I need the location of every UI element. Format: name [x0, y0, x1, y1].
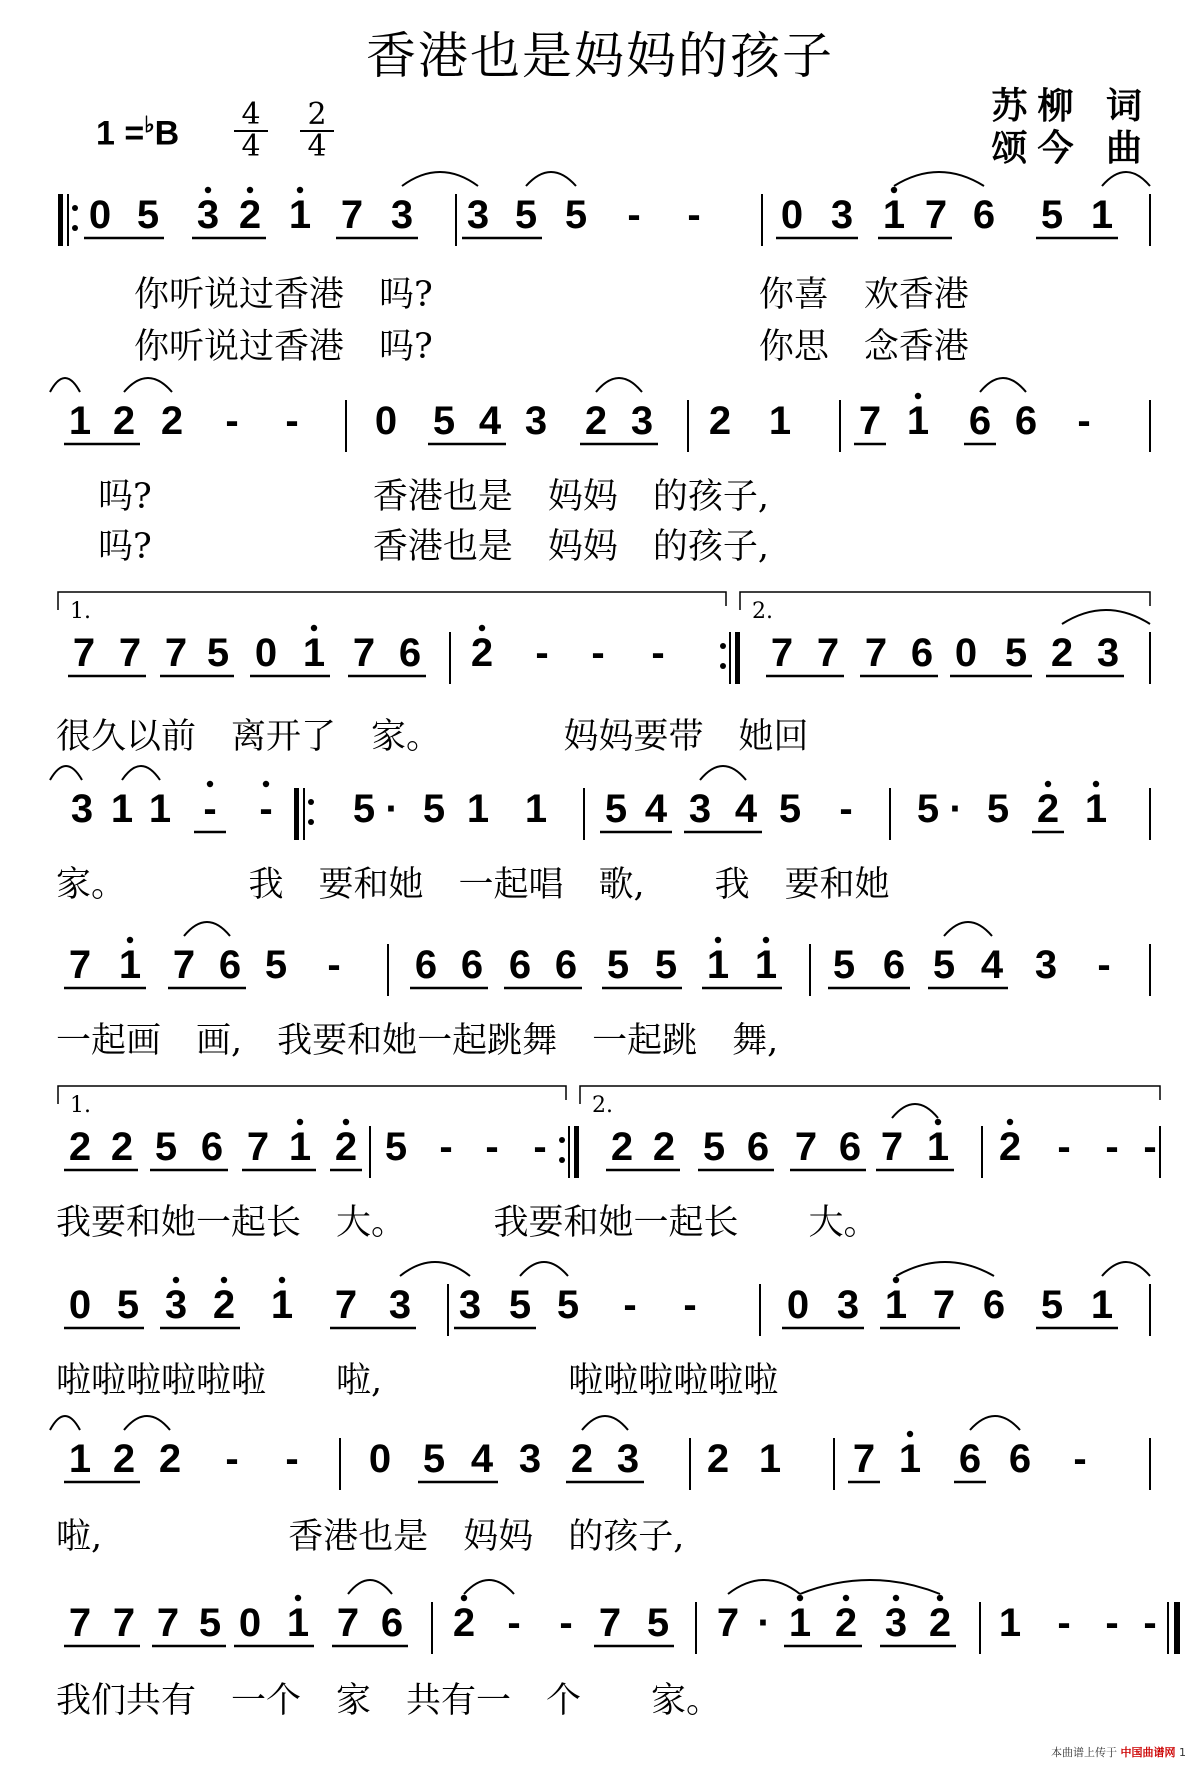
repeat-dot: [559, 1137, 565, 1143]
note: 1: [1090, 193, 1114, 237]
note: 2: [158, 1437, 182, 1481]
octave-dot: [937, 1595, 943, 1601]
note: 2: [708, 399, 732, 443]
octave-dot: [763, 937, 769, 943]
note: 7: [156, 1601, 180, 1645]
note: 1: [118, 943, 142, 987]
note: 2: [160, 399, 184, 443]
page-number: 1: [1179, 1746, 1186, 1759]
octave-dot: [1093, 781, 1099, 787]
octave-dot: [915, 393, 921, 399]
note: 7: [68, 1601, 92, 1645]
note: 7: [336, 1601, 360, 1645]
note: 3: [524, 399, 548, 443]
note: 7: [72, 631, 96, 675]
dash-duration: -: [259, 787, 273, 831]
note: 6: [882, 943, 906, 987]
repeat-dot: [72, 205, 78, 211]
octave-dot: [263, 781, 269, 787]
note: 3: [518, 1437, 542, 1481]
dash-duration: -: [651, 631, 665, 675]
note: 6: [554, 943, 578, 987]
note: 5: [1040, 193, 1064, 237]
note: 1: [768, 399, 792, 443]
note: 5: [986, 787, 1010, 831]
note: 3: [466, 193, 490, 237]
note: 6: [838, 1125, 862, 1169]
note: 5: [606, 943, 630, 987]
dash-duration: -: [285, 1437, 299, 1481]
dotted-note: ·: [385, 787, 399, 831]
note: 1: [288, 193, 312, 237]
note: 7: [164, 631, 188, 675]
note: 0: [780, 193, 804, 237]
note: 6: [972, 193, 996, 237]
note: 5: [352, 787, 376, 831]
note: 6: [746, 1125, 770, 1169]
site-name: 中国曲谱网: [1120, 1746, 1176, 1759]
note: 1: [926, 1125, 950, 1169]
note: 3: [616, 1437, 640, 1481]
octave-dot: [311, 625, 317, 631]
note: 5: [432, 399, 456, 443]
note: 3: [1034, 943, 1058, 987]
note: 3: [458, 1283, 482, 1327]
song-title: 香港也是妈妈的孩子: [366, 27, 834, 85]
slur-tie: [728, 1580, 800, 1594]
repeat-dot: [559, 1157, 565, 1163]
repeat-start-thick-line: [58, 194, 63, 246]
octave-dot: [461, 1595, 467, 1601]
note: 2: [68, 1125, 92, 1169]
note: 7: [816, 631, 840, 675]
note: 1: [68, 1437, 92, 1481]
octave-dot: [221, 1277, 227, 1283]
volta-bracket: [580, 1086, 1160, 1104]
dash-duration: -: [683, 1283, 697, 1327]
composer-credit: 颂今 曲: [991, 127, 1152, 169]
note: 5: [508, 1283, 532, 1327]
repeat-dot: [308, 799, 314, 805]
slur-tie: [1062, 610, 1150, 624]
note: 2: [110, 1125, 134, 1169]
slur-tie: [122, 766, 160, 780]
dash-duration: -: [533, 1125, 547, 1169]
note: 7: [770, 631, 794, 675]
volta-bracket: [740, 592, 1150, 610]
note: 6: [968, 399, 992, 443]
note: 5: [154, 1125, 178, 1169]
slur-tie: [894, 172, 984, 186]
octave-dot: [893, 1595, 899, 1601]
note: 6: [910, 631, 934, 675]
slur-tie: [1102, 172, 1150, 186]
note: 6: [414, 943, 438, 987]
note: 4: [734, 787, 758, 831]
note: 2: [584, 399, 608, 443]
dash-duration: -: [1105, 1601, 1119, 1645]
volta-bracket: [58, 1086, 566, 1104]
dash-duration: -: [559, 1601, 573, 1645]
note: 5: [778, 787, 802, 831]
slur-tie: [526, 172, 576, 186]
note: 6: [958, 1437, 982, 1481]
dash-duration: -: [327, 943, 341, 987]
note: 3: [630, 399, 654, 443]
note: 6: [218, 943, 242, 987]
octave-dot: [935, 1119, 941, 1125]
time-denominator: 4: [241, 129, 261, 164]
note: 5: [514, 193, 538, 237]
repeat-end-thick-line: [735, 632, 740, 684]
time-numerator: 2: [300, 100, 334, 132]
octave-dot: [279, 1277, 285, 1283]
note: 5: [264, 943, 288, 987]
octave-dot: [247, 187, 253, 193]
note: 5: [1004, 631, 1028, 675]
note: 1: [302, 631, 326, 675]
note: 2: [238, 193, 262, 237]
slur-tie: [520, 1262, 568, 1276]
slur-tie: [970, 1416, 1020, 1430]
dash-duration: -: [623, 1283, 637, 1327]
note: 4: [644, 787, 668, 831]
dash-duration: -: [225, 399, 239, 443]
octave-dot: [207, 781, 213, 787]
note: 3: [196, 193, 220, 237]
lyric-line: 家。 我 要和她 一起唱 歌, 我 要和她: [56, 865, 890, 905]
note: 7: [340, 193, 364, 237]
note: 7: [334, 1283, 358, 1327]
octave-dot: [297, 1119, 303, 1125]
note: 7: [932, 1283, 956, 1327]
repeat-start-thick-line: [294, 788, 299, 840]
volta-number: 2.: [592, 1093, 613, 1118]
note: 5: [116, 1283, 140, 1327]
lyric-line: 你听说过香港 吗? 你思 念香港: [134, 327, 969, 367]
dash-duration: -: [507, 1601, 521, 1645]
note: 6: [200, 1125, 224, 1169]
note: 0: [954, 631, 978, 675]
note: 5: [654, 943, 678, 987]
slur-tie: [596, 378, 642, 392]
dash-duration: -: [1097, 943, 1111, 987]
note: 1: [706, 943, 730, 987]
note: 2: [334, 1125, 358, 1169]
note: 6: [1008, 1437, 1032, 1481]
dash-duration: -: [1105, 1125, 1119, 1169]
note: 7: [172, 943, 196, 987]
note: 5: [646, 1601, 670, 1645]
volta-bracket: [58, 592, 726, 610]
note: 2: [998, 1125, 1022, 1169]
note: 5: [916, 787, 940, 831]
note: 3: [688, 787, 712, 831]
note: 5: [384, 1125, 408, 1169]
volta-number: 1.: [70, 599, 91, 624]
slur-tie: [582, 1416, 628, 1430]
note: 7: [794, 1125, 818, 1169]
dash-duration: -: [439, 1125, 453, 1169]
final-bar-thick-line: [1174, 1602, 1180, 1654]
dash-duration: -: [485, 1125, 499, 1169]
dash-duration: -: [687, 193, 701, 237]
repeat-dot: [308, 819, 314, 825]
note: 5: [198, 1601, 222, 1645]
slur-tie: [1102, 1262, 1150, 1276]
repeat-end-thick-line: [574, 1126, 579, 1178]
note: 2: [652, 1125, 676, 1169]
dash-duration: -: [1057, 1601, 1071, 1645]
note: 1: [906, 399, 930, 443]
dash-duration: -: [1143, 1125, 1157, 1169]
note: 7: [880, 1125, 904, 1169]
note: 7: [716, 1601, 740, 1645]
note: 7: [68, 943, 92, 987]
octave-dot: [1045, 781, 1051, 787]
note: 3: [390, 193, 414, 237]
note: 7: [246, 1125, 270, 1169]
lyric-line: 我要和她一起长 大。 我要和她一起长 大。: [56, 1203, 879, 1243]
key-note: B: [154, 114, 180, 153]
volta-number: 1.: [70, 1093, 91, 1118]
slur-tie: [124, 378, 172, 392]
note: 3: [388, 1283, 412, 1327]
note: 2: [1036, 787, 1060, 831]
repeat-dot: [72, 225, 78, 231]
note: 4: [478, 399, 502, 443]
note: 6: [398, 631, 422, 675]
note: 7: [112, 1601, 136, 1645]
slur-tie: [700, 766, 746, 780]
key-base: 1 =: [96, 114, 145, 153]
dash-duration: -: [1077, 399, 1091, 443]
octave-dot: [715, 937, 721, 943]
slur-tie: [50, 1416, 80, 1430]
note: 5: [564, 193, 588, 237]
octave-dot: [343, 1119, 349, 1125]
note: 0: [88, 193, 112, 237]
note: 1: [1090, 1283, 1114, 1327]
note: 6: [982, 1283, 1006, 1327]
slur-tie: [50, 766, 82, 780]
note: 1: [884, 1283, 908, 1327]
slur-tie: [892, 1104, 938, 1118]
note: 6: [380, 1601, 404, 1645]
dash-duration: -: [591, 631, 605, 675]
dash-duration: -: [285, 399, 299, 443]
note: 1: [110, 787, 134, 831]
note: 1: [1084, 787, 1108, 831]
note: 7: [118, 631, 142, 675]
note: 0: [254, 631, 278, 675]
octave-dot: [479, 625, 485, 631]
flat-sign: ♭: [144, 112, 155, 137]
note: 3: [884, 1601, 908, 1645]
time-numerator: 4: [234, 100, 268, 132]
repeat-dot: [720, 643, 726, 649]
time-denominator: 4: [307, 129, 327, 164]
volta-number: 2.: [752, 599, 773, 624]
note: 7: [858, 399, 882, 443]
slur-tie: [348, 1580, 392, 1594]
slur-tie: [896, 1262, 994, 1276]
octave-dot: [907, 1431, 913, 1437]
dash-duration: -: [1057, 1125, 1071, 1169]
note: 2: [112, 399, 136, 443]
upload-note: 本曲谱上传于: [1051, 1746, 1117, 1759]
note: 2: [928, 1601, 952, 1645]
note: 6: [508, 943, 532, 987]
note: 3: [836, 1283, 860, 1327]
slur-tie: [800, 1580, 940, 1594]
note: 5: [604, 787, 628, 831]
octave-dot: [127, 937, 133, 943]
note: 3: [70, 787, 94, 831]
note: 6: [1014, 399, 1038, 443]
slur-tie: [402, 172, 478, 186]
dash-duration: -: [1143, 1601, 1157, 1645]
octave-dot: [893, 1277, 899, 1283]
note: 3: [1096, 631, 1120, 675]
footer: [1051, 1744, 1186, 1760]
note: 4: [470, 1437, 494, 1481]
note: 1: [754, 943, 778, 987]
slur-tie: [944, 922, 992, 936]
note: 7: [852, 1437, 876, 1481]
note: 1: [998, 1601, 1022, 1645]
note: 5: [136, 193, 160, 237]
note: 2: [706, 1437, 730, 1481]
octave-dot: [205, 187, 211, 193]
note: 2: [470, 631, 494, 675]
note: 1: [286, 1601, 310, 1645]
lyric-line: 你听说过香港 吗? 你喜 欢香港: [134, 275, 969, 315]
note: 1: [148, 787, 172, 831]
note: 5: [422, 787, 446, 831]
note: 7: [924, 193, 948, 237]
dash-duration: -: [535, 631, 549, 675]
slur-tie: [400, 1262, 470, 1276]
note: 0: [374, 399, 398, 443]
note: 1: [270, 1283, 294, 1327]
octave-dot: [173, 1277, 179, 1283]
note: 5: [1040, 1283, 1064, 1327]
note: 2: [610, 1125, 634, 1169]
octave-dot: [297, 187, 303, 193]
note: 2: [570, 1437, 594, 1481]
note: 0: [238, 1601, 262, 1645]
dash-duration: -: [203, 787, 217, 831]
note: 2: [112, 1437, 136, 1481]
note: 1: [898, 1437, 922, 1481]
lyricist-credit: 苏柳 词: [991, 85, 1152, 127]
note: 1: [524, 787, 548, 831]
note: 0: [68, 1283, 92, 1327]
note: 5: [702, 1125, 726, 1169]
slur-tie: [124, 1416, 170, 1430]
note: 3: [830, 193, 854, 237]
slur-tie: [464, 1580, 514, 1594]
note: 2: [452, 1601, 476, 1645]
slur-tie: [184, 922, 230, 936]
note: 0: [786, 1283, 810, 1327]
octave-dot: [891, 187, 897, 193]
note: 1: [788, 1601, 812, 1645]
octave-dot: [797, 1595, 803, 1601]
note: 3: [164, 1283, 188, 1327]
dotted-note: ·: [949, 787, 963, 831]
note: 5: [556, 1283, 580, 1327]
octave-dot: [843, 1595, 849, 1601]
slur-tie: [50, 378, 80, 392]
note: 1: [466, 787, 490, 831]
repeat-dot: [720, 663, 726, 669]
note: 2: [1050, 631, 1074, 675]
note: 1: [288, 1125, 312, 1169]
lyric-line: 吗? 香港也是 妈妈 的孩子,: [98, 527, 770, 567]
note: 5: [206, 631, 230, 675]
octave-dot: [295, 1595, 301, 1601]
note: 5: [832, 943, 856, 987]
dotted-note: ·: [757, 1601, 771, 1645]
dash-duration: -: [1073, 1437, 1087, 1481]
note: 7: [598, 1601, 622, 1645]
lyric-line: 啦, 香港也是 妈妈 的孩子,: [56, 1517, 685, 1557]
note: 1: [882, 193, 906, 237]
lyric-line: 吗? 香港也是 妈妈 的孩子,: [98, 477, 770, 517]
lyric-line: 啦啦啦啦啦啦 啦, 啦啦啦啦啦啦: [56, 1361, 779, 1401]
note: 5: [932, 943, 956, 987]
lyric-line: 我们共有 一个 家 共有一 个 家。: [56, 1681, 722, 1721]
note: 0: [368, 1437, 392, 1481]
note: 2: [834, 1601, 858, 1645]
note: 1: [758, 1437, 782, 1481]
dash-duration: -: [627, 193, 641, 237]
note: 1: [68, 399, 92, 443]
lyric-line: 一起画 画, 我要和她一起跳舞 一起跳 舞,: [56, 1021, 779, 1061]
octave-dot: [1007, 1119, 1013, 1125]
note: 7: [352, 631, 376, 675]
note: 7: [864, 631, 888, 675]
dash-duration: -: [839, 787, 853, 831]
dash-duration: -: [225, 1437, 239, 1481]
note: 4: [980, 943, 1004, 987]
note: 6: [460, 943, 484, 987]
slur-tie: [980, 378, 1026, 392]
lyric-line: 很久以前 离开了 家。 妈妈要带 她回: [56, 717, 809, 757]
note: 5: [422, 1437, 446, 1481]
note: 2: [212, 1283, 236, 1327]
